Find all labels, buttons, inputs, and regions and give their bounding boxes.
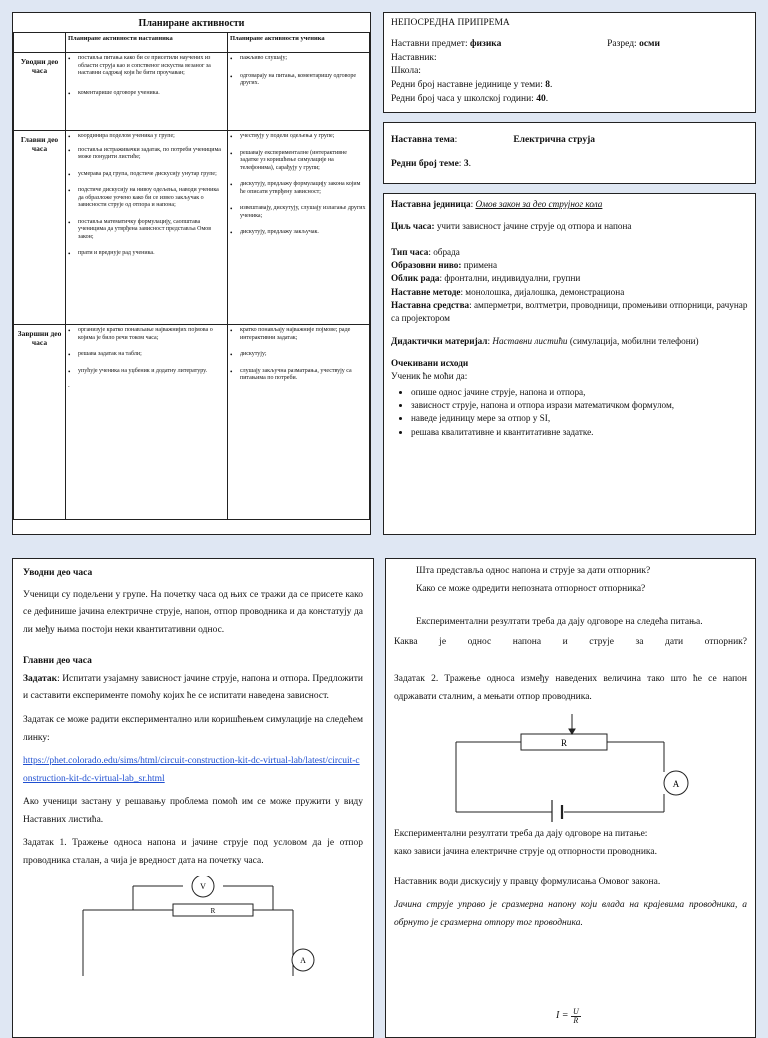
intro-paragraph: Ученици су подељени у групе. На почетку часа од њих се тражи да се присете како се дефинише јачина електричне струје, напон, отпор проводника и да констатују да ли међу њима постоји неки квантитативни однос. (23, 589, 363, 635)
unit-number: 8 (545, 80, 550, 91)
table-row (14, 131, 370, 325)
list-item: • решава задатак на табли; (68, 351, 225, 359)
question-2: Како се може одредити непозната отпорност отпорника? (416, 583, 646, 594)
list-item: • коментарише одговоре ученика. (68, 90, 225, 98)
ammeter-icon (664, 771, 688, 795)
theme-box: Наставна тема: Електрична струја Редни број теме: 3. (383, 122, 756, 184)
resistor-label: R (210, 907, 216, 916)
list-item: • наведе јединицу мере за отпор у SI, (411, 412, 748, 425)
list-item: • слушају закључна разматрања, учествују са питањима по потреби. (230, 368, 367, 383)
outcomes-list (391, 386, 748, 439)
intro-heading: Уводни део часа (23, 568, 93, 578)
list-item: • поставља истраживачки задатак, по потреби ученицима може понудити листиће; (68, 147, 225, 162)
subject-value: физика (469, 38, 502, 49)
col-teacher: Планиране активности наставника (66, 33, 228, 53)
list-item: • решава квалитативне и квантитативне задатке. (411, 426, 748, 439)
svg-text:V: V (200, 882, 206, 892)
circuit-diagram-2 (394, 712, 749, 822)
list-item: • дискутују, предлажу формулацију закона којим ће описати утврђену зависност; (230, 181, 367, 196)
list-item: • опише однос јачине струје, напона и отпора, (411, 386, 748, 399)
circuit-diagram-1 (23, 876, 363, 976)
lesson-continued-page (385, 558, 756, 1038)
svg-text:A: A (672, 779, 680, 790)
phet-link[interactable]: https://phet.colorado.edu/sims/html/circuit-construction-kit-dc-virtual-lab/latest/circuit-construction-kit-dc-virtual-lab_sr.html (23, 756, 360, 784)
list-item: • подстиче дискусију на нивоу одељења, наводи ученика да образложе уочено како би се извео закључак о зависности струје од отпора и напона; (68, 187, 225, 210)
outcomes-heading: Очекивани исходи (391, 358, 469, 369)
svg-text:A: A (300, 956, 306, 966)
trailing-dot: . (68, 381, 70, 389)
list-item: • координира поделом ученика у групе; (68, 133, 225, 141)
list-item: • учествују у подели одељења у групе; (230, 133, 367, 141)
task1-paragraph: Задатак 1. Тражење односа напона и јачине струје под условом да је отпор проводника сталан, а чија је вредност дата на почетку часа. (23, 838, 363, 866)
main-heading: Главни део часа (23, 656, 92, 667)
list-item: • поставља питања како би се присетили научених из области струја као и сопственог искуства везаног за наставни садржај који ће бити проучаван; (68, 55, 225, 78)
year-number: 40 (536, 93, 546, 104)
teacher-label: Наставник: (391, 52, 437, 63)
list-item: • решавају експерименталне (интерактивне задатке уз коришћење симулације на телефонима), сарађују у групи; (230, 150, 367, 173)
question-1: Шта представља однос напона и струје за дати отпорник? (416, 566, 651, 576)
phase-label: Уводни део часа (14, 53, 66, 131)
question-3: Каква је однос напона и струје за дати отпорник? (394, 636, 747, 647)
table-row (14, 325, 370, 520)
planning-page (12, 12, 371, 535)
help-paragraph: Ако ученици застану у решавању проблема помоћ им се може пружити у виду Наставних листића. (23, 797, 363, 825)
list-item: • дискутују, предлажу закључак. (230, 229, 367, 237)
task2-paragraph: Задатак 2. Тражење односа између наведених величина тако што ће се напон одржавати сталним, а мењати отпор проводника. (394, 674, 747, 702)
ohm-law-statement: Јачина струје управо је сразмерна напону који влада на крајевима проводника, а обрнуто је сразмерна отпору тог проводника. (394, 900, 747, 928)
phase-label: Завршни део часа (14, 325, 66, 520)
planning-title: Планиране активности (138, 18, 245, 29)
resistor-label: R (560, 738, 568, 749)
voltmeter-icon (192, 876, 214, 897)
lesson-page: Уводни део часа Ученици су подељени у групе. На почетку часа од њих се тражи да се присете како се дефинише јачина електричне струје, напон, отпор проводника и да констатују да ли међу њима постоји неки квантитативни однос. Главни део часа Задатак: Испитати узајамну зависност јачине струје, напона и отпора. Предложити и саставити експерименте помоћу којих ће се испитати наведена зависност. Задатак се може радити експериментално или коришћењем симулације на следећем линку: https://phet.colorado.edu/sims/html/circuit-construction-kit-dc-virtual-lab/latest/circuit-construction-kit-dc-virtual-lab_sr.html Ако ученици застану у решавању проблема помоћ им се може пружити у виду Наставних листића. Задатак 1. Тражење односа напона и јачине струје под условом да је отпор проводника сталан, а чија је вредност дата на почетку часа. V R A (12, 558, 374, 1038)
list-item: • организује кратко понављање најважнијих појмова о којима је било речи током часа; (68, 327, 225, 342)
school-label: Школа: (391, 66, 421, 77)
list-item: • усмерава рад група, подстиче дискусију унутар групе; (68, 171, 225, 179)
col-student: Планиране активности ученика (228, 33, 370, 53)
list-item: • дискутују; (230, 351, 367, 359)
grade-value: осми (639, 38, 660, 49)
ohm-formula: I = $\frac{U}{R}$ (556, 1006, 579, 1025)
list-item: • извештавају, дискутују, слушају излагање других ученика; (230, 205, 367, 220)
goal-text: учити зависност јачине струје од отпора и напона (434, 221, 632, 232)
list-item: • одговарају на питања, коментаришу одговоре других. (230, 73, 367, 88)
unit-title: Омов закон за део струјног кола (475, 199, 603, 209)
list-item: • кратко понављају најважније појмове; раде интерактивни задатак; (230, 327, 367, 342)
planning-table (13, 32, 370, 520)
table-header-row (14, 33, 370, 53)
phase-label: Главни део часа (14, 131, 66, 325)
preparation-box: НЕПОСРЕДНА ПРИПРЕМА Наставни предмет: физика Разред: осми Наставник: Школа: Редни број наставне јединице у теми: 8. Редни број часа у школској години: 40. (383, 12, 756, 113)
list-item: • прати и вреднује рад ученика. (68, 250, 225, 258)
list-item: • упућује ученика на уџбеник и додатну литературу. (68, 368, 225, 376)
ammeter-icon (292, 949, 314, 971)
list-item: • зависност струје, напона и отпора изрази математичком формулом, (411, 399, 748, 412)
unit-box: Наставна јединица: Омов закон за део струјног кола Циљ часа: учити зависност јачине струје од отпора и напона Тип часа: обрада Образовни ниво: примена Облик рада: фронтални, индивидуални, групни Наставне методе: монолошка, дијалошка, демонстрациона Наставна средства: амперметри, волтметри, проводници, промењиви отпорници, рачунар са пројектором Дидактички материјал: Наставни листићи (симулација, мобилни телефони) Очекивани исходи Ученик ће моћи да: • опише однос јачине струје, напона и отпора, • зависност струје, напона и отпора изрази математичком формулом, • наведе јединицу мере за отпор у SI, • решава квалитативне и квантитативне задатке. (383, 193, 756, 535)
prep-heading: НЕПОСРЕДНА ПРИПРЕМА (391, 18, 510, 28)
table-row (14, 53, 370, 131)
list-item: • поставља математичку формулацију, саопштава ученицима да утврђена зависност представља Омов закон; (68, 219, 225, 242)
sim-paragraph: Задатак се може радити експериментално или коришћењем симулације на следећем линку: (23, 714, 363, 743)
theme-number: 3 (463, 159, 469, 169)
exp-paragraph-1: Експериментални резултати треба да дају одговоре на следећа питања. (416, 617, 703, 628)
list-item: • пажљиво слушају; (230, 55, 367, 63)
exp-paragraph-2: Експериментални резултати треба да дају одговоре на питање: (394, 829, 648, 840)
question-4: како зависи јачина електричне струје од отпорности проводника. (394, 846, 657, 857)
theme-value: Електрична струја (513, 135, 595, 145)
discussion-paragraph: Наставник води дискусију у правцу формулисања Омовог закона. (394, 876, 661, 887)
